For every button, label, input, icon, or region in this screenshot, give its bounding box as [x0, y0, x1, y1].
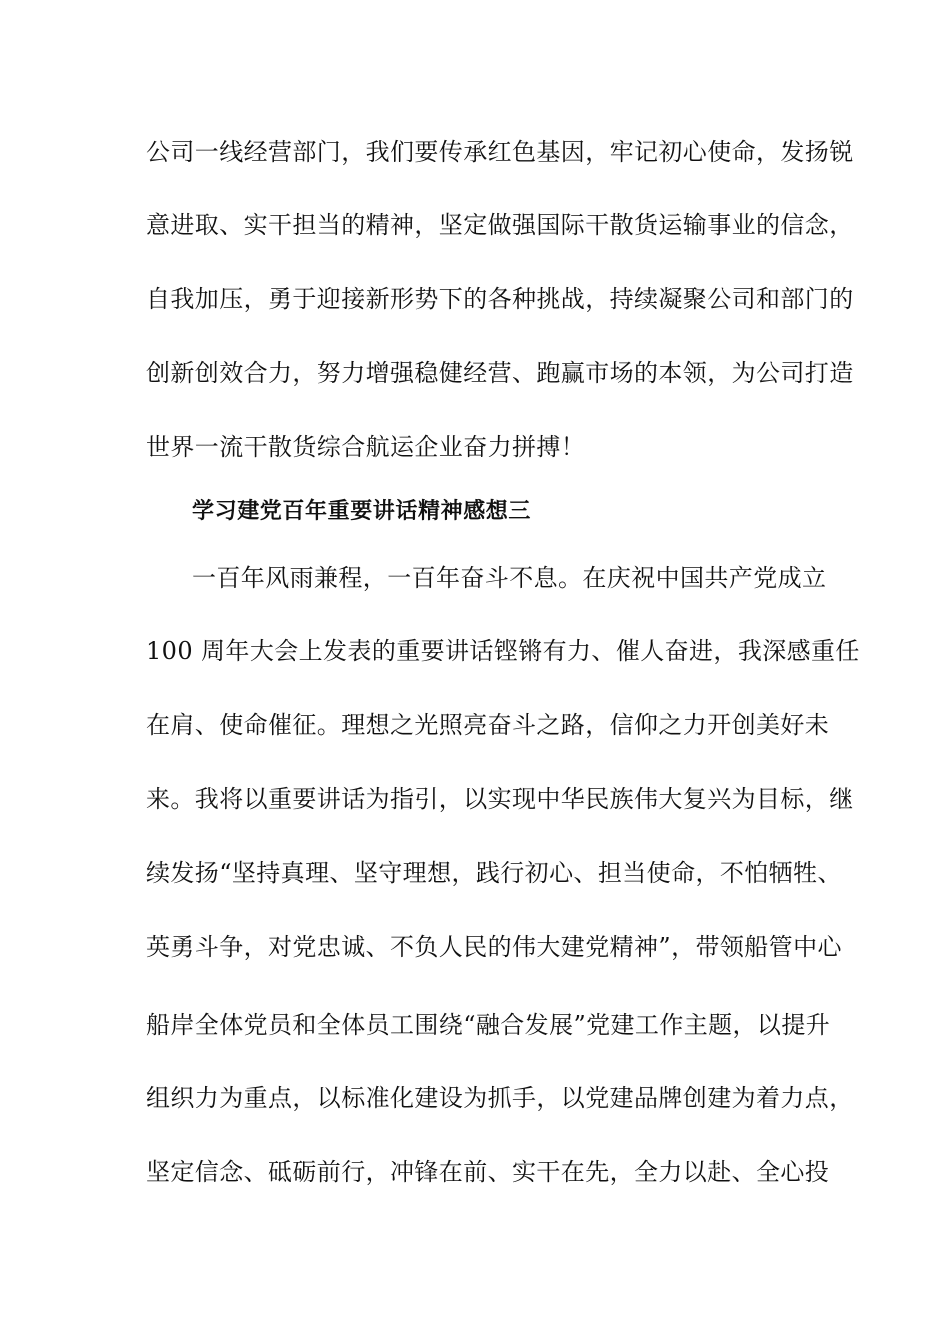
paragraph-2-line-8: 组织力为重点，以标准化建设为抓手，以党建品牌创建为着力点， — [146, 1084, 854, 1112]
paragraph-2-line-3: 在肩、使命催征。理想之光照亮奋斗之路，信仰之力开创美好未 — [146, 711, 830, 739]
paragraph-2-line-9: 坚定信念、砥砺前行，冲锋在前、实干在先，全力以赴、全心投 — [146, 1158, 830, 1186]
paragraph-1-line-5: 世界一流干散货综合航运企业奋力拼搏！ — [146, 433, 586, 461]
paragraph-2-line-6: 英勇斗争，对党忠诚、不负人民的伟大建党精神”，带领船管中心 — [146, 933, 842, 961]
paragraph-1-line-2: 意进取、实干担当的精神，坚定做强国际干散货运输事业的信念， — [146, 211, 854, 239]
paragraph-2-line-1: 一百年风雨兼程，一百年奋斗不息。在庆祝中国共产党成立 — [192, 564, 827, 592]
paragraph-2-line-4: 来。我将以重要讲话为指引，以实现中华民族伟大复兴为目标，继 — [146, 785, 854, 813]
paragraph-1-line-3: 自我加压，勇于迎接新形势下的各种挑战，持续凝聚公司和部门的 — [146, 285, 854, 313]
paragraph-2-line-5: 续发扬“坚持真理、坚守理想，践行初心、担当使命，不怕牺牲、 — [146, 859, 842, 887]
section-heading: 学习建党百年重要讲话精神感想三 — [192, 499, 532, 524]
paragraph-1-line-1: 公司一线经营部门，我们要传承红色基因，牢记初心使命，发扬锐 — [146, 138, 854, 166]
paragraph-1-line-4: 创新创效合力，努力增强稳健经营、跑赢市场的本领，为公司打造 — [146, 359, 854, 387]
paragraph-2-line-7: 船岸全体党员和全体员工围绕“融合发展”党建工作主题，以提升 — [146, 1011, 831, 1039]
paragraph-2-line-2: 100 周年大会上发表的重要讲话铿锵有力、催人奋进，我深感重任 — [146, 637, 860, 665]
